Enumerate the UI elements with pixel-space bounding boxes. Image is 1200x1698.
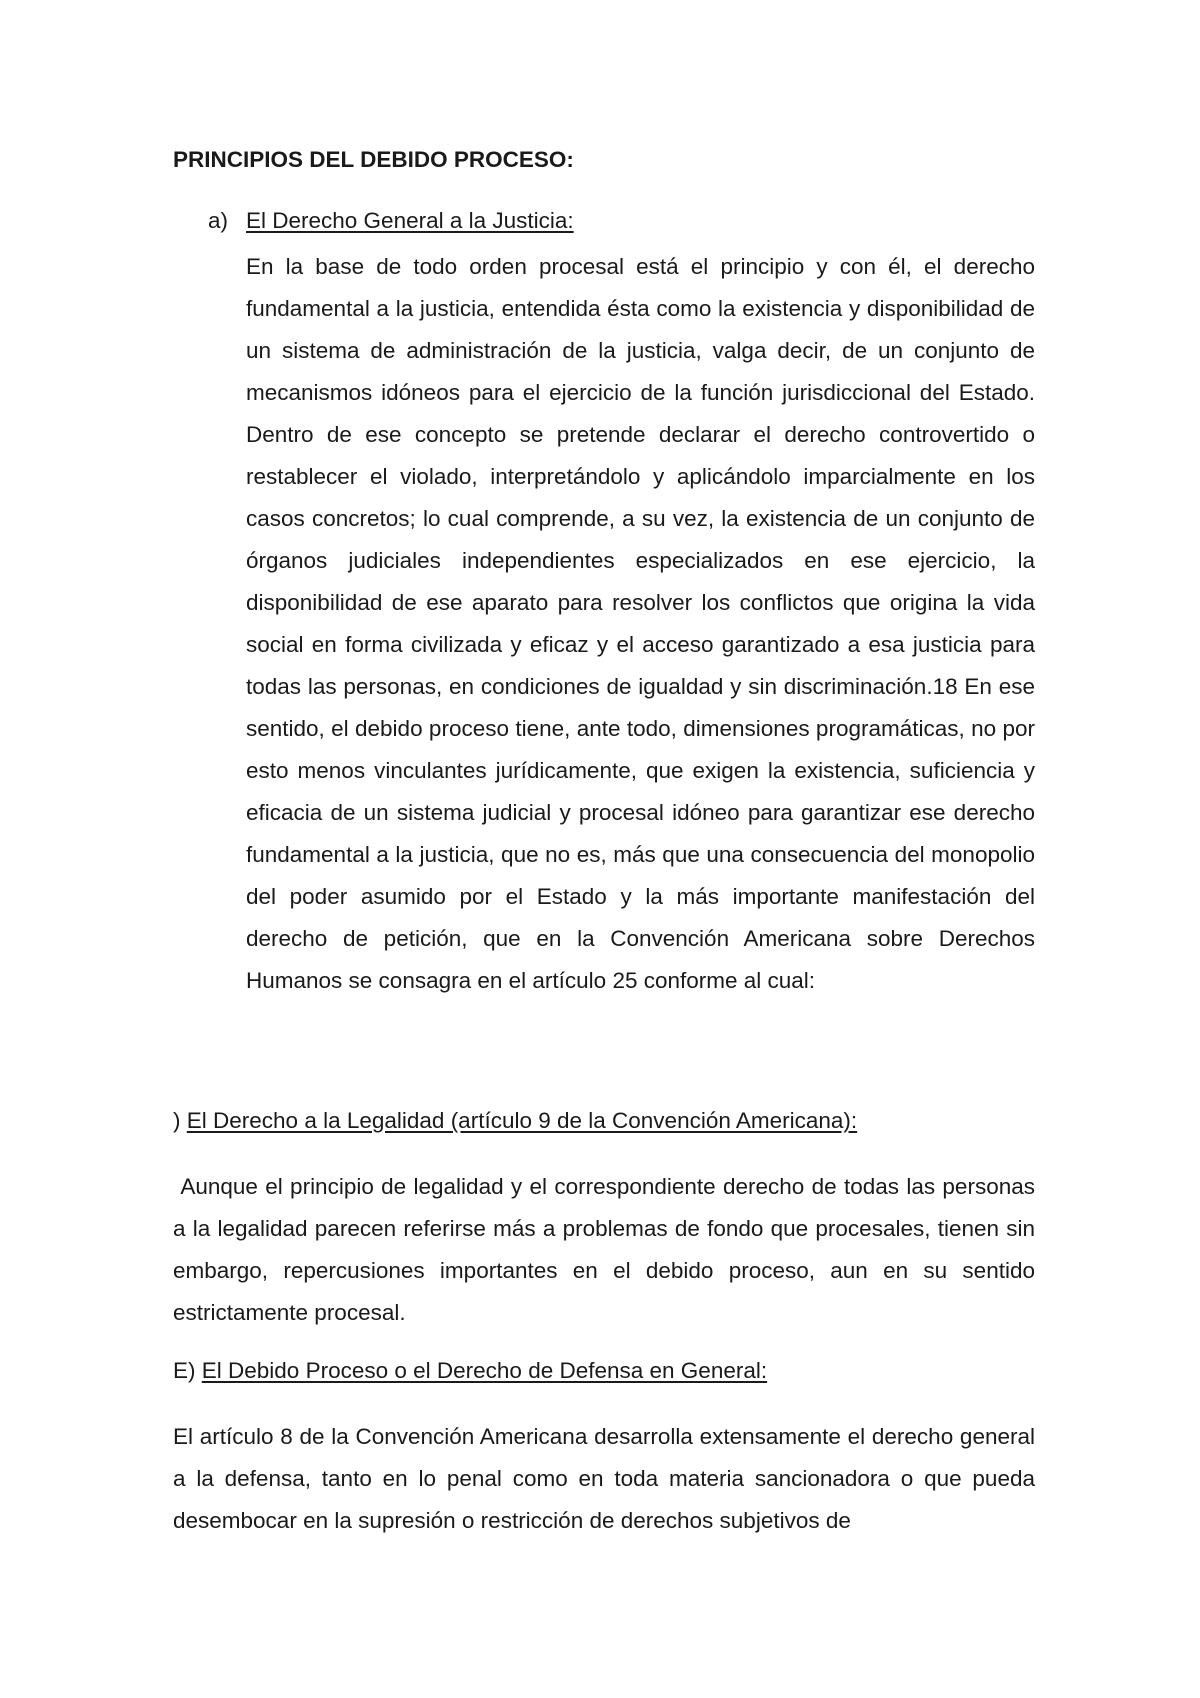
section-a-heading: El Derecho General a la Justicia:	[246, 208, 574, 233]
document-title: PRINCIPIOS DEL DEBIDO PROCESO:	[173, 147, 574, 172]
section-b-paragraph-text: Aunque el principio de legalidad y el correspondiente derecho de todas las personas a la legalidad parecen referirse más a problemas de fondo que procesales, tienen sin embargo, repercusiones importantes en el debido proceso, aun en su sentido estrictamente procesal.	[173, 1174, 1035, 1325]
section-b-heading-line	[173, 1106, 857, 1136]
section-e-heading-line	[173, 1356, 767, 1386]
section-e-paragraph: El artículo 8 de la Convención Americana desarrolla extensamente el derecho general a la defensa, tanto en lo penal como en toda materia sancionadora o que pueda desembocar en la supresión o restricción de derechos subjetivos de	[173, 1424, 1035, 1533]
section-b-paragraph	[173, 1166, 1035, 1334]
section-a-paragraph: En la base de todo orden procesal está el principio y con él, el derecho fundamental a la justicia, entendida ésta como la existencia y disponibilidad de un sistema de administración de la justicia, valga decir, de un conjunto de mecanismos idóneos para el ejercicio de la función jurisdiccional del Estado. Dentro de ese concepto se pretende declarar el derecho controvertido o restablecer el violado, interpretándolo y aplicándolo imparcialmente en los casos concretos; lo cual comprende, a su vez, la existencia de un conjunto de órganos judiciales independientes especializados en ese ejercicio, la disponibilidad de ese aparato para resolver los conflictos que origina la vida social en forma civilizada y eficaz y el acceso garantizado a esa justicia para todas las personas, en condiciones de igualdad y sin discriminación.18 En ese sentido, el debido proceso tiene, ante todo, dimensiones programáticas, no por esto menos vinculantes jurídicamente, que exigen la existencia, suficiencia y eficacia de un sistema judicial y procesal idóneo para garantizar ese derecho fundamental a la justicia, que no es, más que una consecuencia del monopolio del poder asumido por el Estado y la más importante manifestación del derecho de petición, que en la Convención Americana sobre Derechos Humanos se consagra en el artículo 25 conforme al cual:	[246, 254, 1035, 993]
section-b-heading: El Derecho a la Legalidad (artículo 9 de la Convención Americana):	[186, 1108, 858, 1133]
section-a-heading-line	[208, 206, 574, 236]
section-e-heading: El Debido Proceso o el Derecho de Defensa en General:	[201, 1358, 768, 1383]
section-e-marker: E)	[173, 1358, 196, 1383]
section-b-marker: )	[173, 1108, 181, 1133]
section-a-marker: a)	[208, 208, 229, 233]
